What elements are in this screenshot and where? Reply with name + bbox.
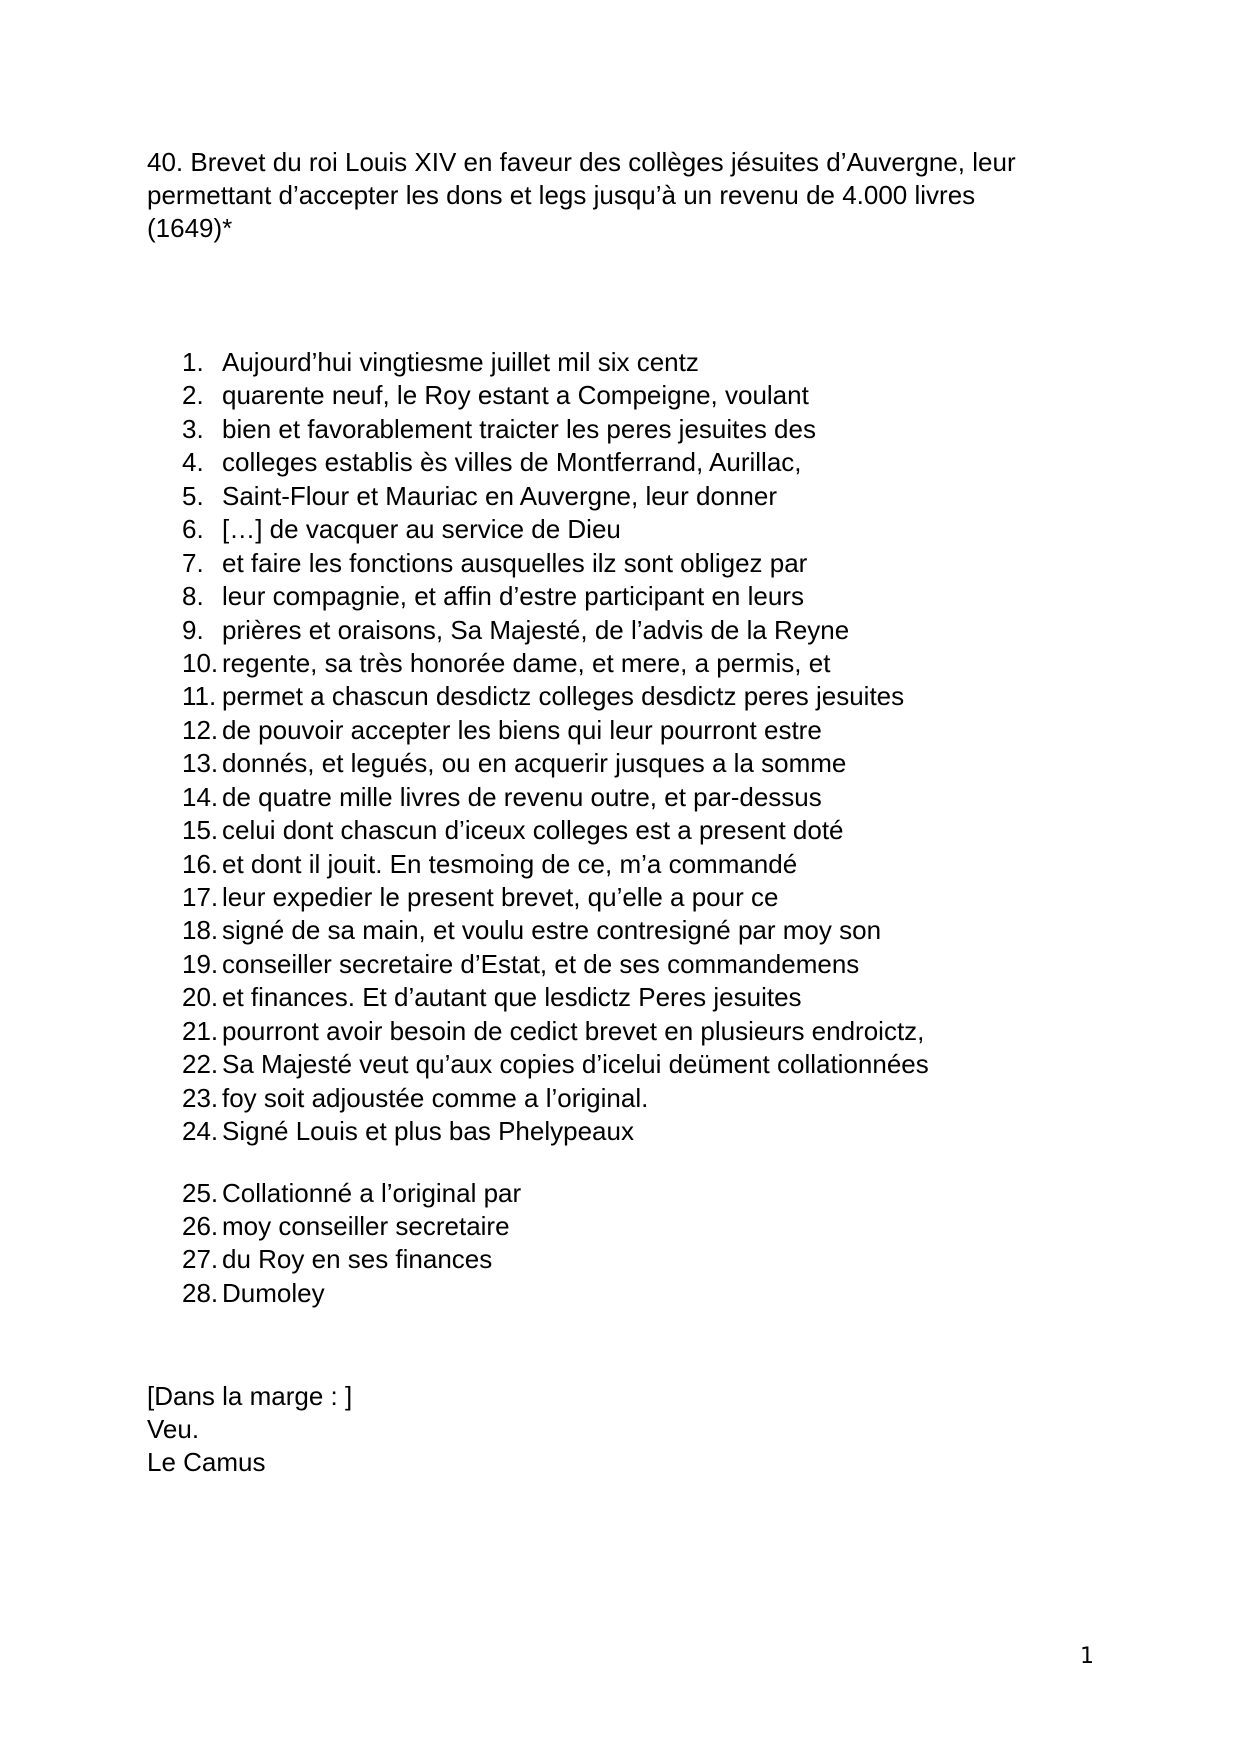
line-text: signé de sa main, et voulu estre contresigné par moy son (222, 915, 882, 946)
line-text: Sa Majesté veut qu’aux copies d’icelui deüment collationnées (222, 1049, 929, 1080)
numbered-line (0, 346, 1239, 379)
line-text: […] de vacquer au service de Dieu (222, 514, 621, 545)
numbered-line (0, 948, 1239, 981)
line-number: 21. (182, 1015, 219, 1046)
margin-note-line: Le Camus (147, 1447, 266, 1477)
line-text: et faire les fonctions ausquelles ilz sont obligez par (222, 547, 808, 578)
line-number: 10. (182, 647, 219, 678)
line-number: 8. (182, 581, 204, 612)
numbered-line (0, 1210, 1239, 1243)
margin-note-line: Veu. (147, 1414, 200, 1444)
numbered-line (0, 747, 1239, 780)
document-title (147, 146, 1107, 245)
line-number: 16. (182, 848, 219, 879)
line-text: leur expedier le present brevet, qu’elle a pour ce (222, 882, 779, 912)
line-number: 3. (182, 413, 204, 444)
numbered-line (0, 1082, 1239, 1115)
numbered-line (0, 1277, 1239, 1310)
line-number: 14. (182, 781, 219, 812)
numbered-line (0, 1115, 1239, 1148)
numbered-line (0, 1048, 1239, 1081)
line-number: 1. (182, 347, 204, 377)
numbered-line (0, 781, 1239, 814)
margin-note-line: [Dans la marge : ] (147, 1381, 353, 1411)
line-text: de quatre mille livres de revenu outre, et par-dessus (222, 781, 822, 812)
line-number: 6. (182, 514, 204, 545)
numbered-line (0, 981, 1239, 1014)
line-number: 9. (182, 614, 204, 645)
line-text: conseiller secretaire d’Estat, et de ses commandemens (222, 948, 860, 979)
numbered-line (0, 413, 1239, 446)
numbered-line (0, 480, 1239, 513)
line-text: colleges establis ès villes de Montferrand, Aurillac, (222, 447, 802, 478)
line-number: 19. (182, 948, 219, 979)
title-line: permettant d’accepter les dons et legs jusqu’à un revenu de 4.000 livres (147, 180, 976, 210)
line-text: pourront avoir besoin de cedict brevet en plusieurs endroictz, (222, 1015, 925, 1046)
line-text: bien et favorablement traicter les peres jesuites des (222, 413, 816, 444)
line-number: 25. (182, 1177, 219, 1208)
numbered-line (0, 1243, 1239, 1276)
title-line: 40. Brevet du roi Louis XIV en faveur des collèges jésuites d’Auvergne, leur (147, 147, 1016, 177)
numbered-line (0, 881, 1239, 914)
line-text: et dont il jouit. En tesmoing de ce, m’a commandé (222, 848, 798, 879)
numbered-line (0, 680, 1239, 713)
line-number: 17. (182, 882, 219, 912)
line-text: et finances. Et d’autant que lesdictz Peres jesuites (222, 982, 802, 1013)
page-number: 1 (1080, 1644, 1094, 1669)
numbered-line (0, 580, 1239, 613)
line-number: 23. (182, 1082, 219, 1113)
line-number: 18. (182, 915, 219, 946)
line-number: 4. (182, 447, 204, 478)
numbered-line (0, 714, 1239, 747)
numbered-line (0, 547, 1239, 580)
line-text: Aujourd’hui vingtiesme juillet mil six centz (222, 347, 699, 377)
line-number: 28. (182, 1277, 219, 1308)
line-text: Dumoley (222, 1277, 325, 1308)
line-text: Signé Louis et plus bas Phelypeaux (222, 1116, 634, 1147)
line-text: Saint-Flour et Mauriac en Auvergne, leur donner (222, 480, 777, 511)
line-text: foy soit adjoustée comme a l’original. (222, 1082, 649, 1113)
line-number: 20. (182, 982, 219, 1013)
line-number: 22. (182, 1049, 219, 1080)
line-text: quarente neuf, le Roy estant a Compeigne, voulant (222, 380, 809, 411)
numbered-line (0, 647, 1239, 680)
line-number: 24. (182, 1116, 219, 1147)
line-text: de pouvoir accepter les biens qui leur pourront estre (222, 714, 822, 745)
numbered-line (0, 914, 1239, 947)
line-text: celui dont chascun d’iceux colleges est a present doté (222, 815, 844, 846)
line-text: Collationné a l’original par (222, 1177, 522, 1208)
line-number: 13. (182, 748, 219, 779)
paragraph-gap (0, 1149, 1239, 1177)
numbered-line (0, 1177, 1239, 1210)
line-number: 7. (182, 547, 204, 578)
line-text: donnés, et legués, ou en acquerir jusques a la somme (222, 748, 847, 779)
line-number: 27. (182, 1244, 219, 1275)
title-line: (1649)* (147, 213, 233, 243)
numbered-line (0, 513, 1239, 546)
margin-note (147, 1380, 352, 1479)
line-text: leur compagnie, et affin d’estre participant en leurs (222, 581, 804, 612)
line-number: 12. (182, 714, 219, 745)
line-number: 26. (182, 1210, 219, 1241)
line-number: 2. (182, 380, 204, 411)
line-text: regente, sa très honorée dame, et mere, a permis, et (222, 647, 831, 678)
numbered-line (0, 614, 1239, 647)
line-number: 11. (182, 681, 217, 712)
numbered-line (0, 446, 1239, 479)
line-text: moy conseiller secretaire (222, 1210, 510, 1241)
numbered-line (0, 379, 1239, 412)
numbered-transcription (0, 346, 1239, 1310)
line-text: du Roy en ses finances (222, 1244, 493, 1275)
line-number: 5. (182, 480, 204, 511)
numbered-line (0, 814, 1239, 847)
numbered-line (0, 848, 1239, 881)
line-number: 15. (182, 815, 219, 846)
line-text: permet a chascun desdictz colleges desdictz peres jesuites (222, 681, 905, 712)
line-text: prières et oraisons, Sa Majesté, de l’advis de la Reyne (222, 614, 850, 645)
numbered-line (0, 1015, 1239, 1048)
